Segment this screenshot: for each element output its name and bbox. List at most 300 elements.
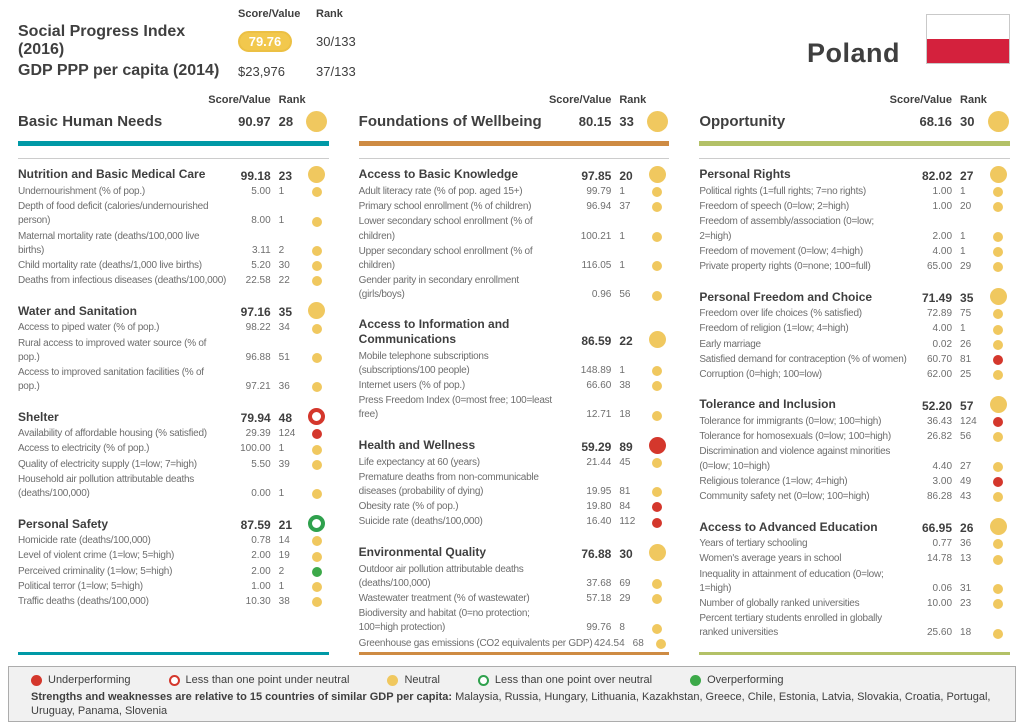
indicator-value: 86.28 — [926, 491, 953, 502]
indicator-rank: 1 — [278, 443, 285, 455]
indicator-status — [305, 536, 329, 548]
indicator-label: Greenhouse gas emissions (CO2 equivalents per GDP) — [358, 637, 593, 649]
section-score: 79.94 — [240, 411, 271, 426]
indicator-rank: 43 — [960, 491, 972, 502]
indicator-value: 1.00 — [932, 186, 953, 197]
indicator-row — [18, 549, 329, 563]
indicator-rank: 25 — [960, 368, 972, 380]
indicator-status — [986, 599, 1010, 611]
indicator-value: 99.76 — [586, 622, 612, 634]
indicator-row — [18, 427, 329, 441]
indicator-value: 66.60 — [586, 380, 612, 392]
indicator-value: 0.06 — [932, 582, 953, 594]
indicator-status — [645, 366, 669, 378]
column-headings — [359, 94, 670, 106]
indicator-rank: 56 — [619, 289, 631, 301]
footnote-countries: Malaysia, Russia, Hungary, Lithuania, Kazakhstan, Greece, Chile, Estonia, Latvia, Slovakia, Croatia, Portugal, Uruguay, Panama, Slovenia — [31, 691, 991, 718]
indicator-status-dot-neutral-icon — [312, 582, 322, 592]
indicator-rank: 36 — [278, 381, 290, 393]
dimension-title: Foundations of Wellbeing — [358, 113, 542, 130]
indicator-status — [986, 202, 1010, 214]
indicator-row — [359, 456, 670, 470]
section-rank: 89 — [619, 439, 633, 454]
section-rank: 22 — [619, 333, 633, 348]
indicator-row — [699, 368, 1010, 382]
indicator-status-dot-neutral-icon — [652, 291, 662, 301]
indicator-row — [18, 458, 329, 472]
section-header — [18, 515, 329, 532]
indicator-label: Upper secondary school enrollment (% of children) — [358, 245, 533, 271]
indicator-status-dot-under-icon — [993, 355, 1003, 365]
indicator-status — [986, 325, 1010, 337]
indicator-rank: 1 — [960, 323, 966, 335]
indicator-value: 2.00 — [251, 565, 271, 577]
indicator-status — [645, 232, 669, 244]
indicator-value: 0.00 — [251, 488, 271, 499]
indicator-label: Corruption (0=high; 100=low) — [699, 368, 822, 380]
indicator-label: Community safety net (0=low; 100=high) — [699, 491, 870, 502]
indicator-value: 60.70 — [926, 353, 953, 365]
indicator-status — [305, 597, 329, 609]
section-score: 87.59 — [240, 518, 271, 533]
indicator-status-dot-neutral-icon — [312, 445, 322, 455]
rank-colhead: Rank — [278, 94, 306, 106]
section-header — [359, 437, 670, 454]
indicator-status — [305, 353, 329, 365]
indicator-rank: 29 — [619, 592, 631, 604]
indicator-row — [18, 200, 329, 228]
indicator-rank: 31 — [960, 582, 972, 594]
indicator-row — [359, 245, 670, 273]
indicator-status-dot-over-icon — [312, 567, 322, 577]
section-score: 99.18 — [240, 169, 271, 183]
indicator-rank: 75 — [960, 308, 972, 320]
section-header — [359, 317, 670, 348]
indicator-label: Availability of affordable housing (% satisfied) — [18, 428, 207, 440]
indicator-row — [359, 637, 670, 651]
indicator-status — [645, 458, 669, 470]
indicator-rank: 1 — [619, 186, 625, 197]
indicator-rank: 26 — [960, 338, 972, 350]
indicator-status — [986, 355, 1010, 367]
indicator-rank: 51 — [278, 351, 290, 363]
indicator-row — [359, 394, 670, 422]
indicator-row — [699, 338, 1010, 352]
footer-rule-foundations-of-wellbeing — [359, 652, 670, 655]
section-rank: 21 — [278, 518, 293, 533]
section-rank: 57 — [960, 399, 974, 414]
indicator-label: Years of tertiary schooling — [699, 538, 808, 550]
indicator-row — [699, 415, 1010, 429]
country-name: Poland — [806, 38, 900, 68]
indicator-status — [652, 639, 670, 651]
indicator-value: 12.71 — [586, 409, 612, 421]
indicator-value: 19.95 — [586, 486, 612, 497]
indicator-value: 10.00 — [926, 597, 953, 609]
indicator-status — [986, 477, 1010, 489]
indicator-status-dot-neutral-icon — [312, 353, 322, 363]
indicator-status — [986, 340, 1010, 352]
section-score: 76.88 — [581, 546, 612, 561]
indicator-rank: 1 — [960, 186, 966, 197]
section-rank: 27 — [960, 169, 974, 183]
section-score: 52.20 — [921, 399, 953, 414]
indicator-status-dot-neutral-icon — [993, 432, 1003, 442]
legend-dot-neutral-icon — [387, 675, 398, 686]
indicator-value: 57.18 — [586, 592, 612, 604]
indicator-value: 0.96 — [591, 289, 612, 301]
indicator-row — [18, 442, 329, 456]
dimension-rank: 28 — [278, 114, 294, 129]
indicator-label: Discrimination and violence against minorities (0=low; 10=high) — [699, 446, 891, 472]
legend-item-neutral — [387, 674, 439, 686]
indicator-row — [699, 612, 1010, 640]
indicator-status-dot-neutral-icon — [652, 232, 662, 242]
section-status-dot-neutral-icon — [990, 396, 1007, 413]
indicator-status-dot-neutral-icon — [652, 487, 662, 497]
indicator-status-dot-neutral-icon — [993, 370, 1003, 380]
indicator-status-dot-neutral-icon — [652, 202, 662, 212]
indicator-value: 3.00 — [932, 475, 953, 487]
dimension-status-dot-neutral-icon — [647, 111, 668, 132]
indicator-status-dot-neutral-icon — [993, 555, 1003, 565]
indicator-label: Press Freedom Index (0=most free; 100=least free) — [358, 395, 552, 421]
indicator-label: Life expectancy at 60 (years) — [358, 456, 480, 468]
indicator-status-dot-neutral-icon — [993, 340, 1003, 350]
section-status — [645, 437, 669, 454]
indicator-label: Premature deaths from non-communicable diseases (probability of dying) — [358, 471, 539, 497]
indicator-status — [305, 217, 329, 229]
indicator-value: 26.82 — [926, 431, 953, 443]
indicator-status — [305, 489, 329, 501]
indicator-rank: 29 — [960, 260, 972, 272]
indicator-label: Satisfied demand for contraception (% of women) — [699, 353, 907, 365]
section-rank: 23 — [278, 169, 293, 183]
dimension-rank: 33 — [619, 114, 634, 129]
indicator-row — [18, 321, 329, 335]
indicator-label: Homicide rate (deaths/100,000) — [18, 535, 151, 547]
indicator-label: Religious tolerance (1=low; 4=high) — [699, 475, 848, 487]
indicator-rank: 1 — [619, 259, 625, 271]
indicator-status-dot-neutral-icon — [652, 366, 662, 376]
indicator-status — [305, 382, 329, 394]
indicator-rank: 22 — [278, 275, 290, 287]
legend-label: Less than one point over neutral — [494, 674, 653, 686]
indicator-status-dot-neutral-icon — [312, 187, 322, 197]
indicator-row — [18, 259, 329, 273]
legend-dot-over1-icon — [478, 675, 489, 686]
dimension-column-foundations-of-wellbeing — [359, 94, 670, 651]
indicator-label: Number of globally ranked universities — [699, 597, 860, 609]
indicator-status — [305, 246, 329, 258]
indicator-status — [986, 247, 1010, 259]
legend-row — [9, 667, 1015, 686]
section-header — [699, 288, 1010, 305]
indicator-row — [18, 534, 329, 548]
indicator-label: Women's average years in school — [699, 553, 842, 565]
indicator-rank: 2 — [278, 565, 285, 577]
indicator-status — [986, 187, 1010, 199]
indicator-rank: 1 — [619, 230, 625, 242]
indicator-row — [359, 471, 670, 499]
indicator-label: Undernourishment (% of pop.) — [18, 186, 145, 197]
indicator-label: Inequality in attainment of education (0=low; 1=high) — [699, 568, 884, 594]
section-status — [986, 166, 1010, 183]
section-status — [986, 518, 1010, 535]
indicator-status-dot-neutral-icon — [993, 539, 1003, 549]
legend-label: Overperforming — [707, 674, 784, 686]
indicator-row — [699, 185, 1010, 199]
indicator-value: 3.11 — [251, 244, 271, 256]
dimension-accent-rule — [699, 141, 1010, 146]
indicator-label: Freedom of movement (0=low; 4=high) — [699, 245, 863, 257]
indicator-label: Freedom of assembly/association (0=low; 2=high) — [699, 216, 874, 242]
footnote — [9, 686, 1015, 719]
indicator-status — [645, 594, 669, 606]
legend-label: Underperforming — [48, 674, 131, 686]
indicator-label: Suicide rate (deaths/100,000) — [358, 516, 483, 528]
section-status-dot-neutral-icon — [649, 544, 666, 561]
section-score: 59.29 — [581, 439, 612, 454]
indicator-value: 1.00 — [251, 580, 271, 592]
indicator-value: 16.40 — [586, 516, 612, 528]
dimension-column-opportunity — [699, 94, 1010, 651]
indicator-status-dot-under-icon — [993, 477, 1003, 487]
indicator-row — [359, 200, 670, 214]
indicator-label: Access to improved sanitation facilities (% of pop.) — [18, 366, 204, 393]
section-score: 97.16 — [240, 305, 271, 320]
section-status-dot-neutral-icon — [990, 166, 1007, 183]
indicator-rank: 23 — [960, 597, 972, 609]
indicator-label: Child mortality rate (deaths/1,000 live births) — [18, 259, 202, 271]
section-title: Nutrition and Basic Medical Care — [18, 167, 206, 182]
indicator-status — [645, 518, 669, 530]
section-water-and-sanitation — [18, 302, 329, 394]
legend-item-less-than-one-point-over-neutral — [478, 674, 652, 686]
section-status — [305, 515, 329, 532]
section-header — [359, 166, 670, 183]
spi-rank: 30/133 — [316, 33, 356, 49]
indicator-row — [699, 537, 1010, 551]
indicator-row — [359, 379, 670, 393]
indicator-label: Deaths from infectious diseases (deaths/100,000) — [18, 275, 227, 287]
section-status-dot-neutral-icon — [649, 331, 666, 348]
gdp-value: $23,976 — [238, 63, 285, 79]
indicator-status-dot-under-icon — [312, 429, 322, 439]
indicator-status-dot-neutral-icon — [993, 629, 1003, 639]
indicator-label: Gender parity in secondary enrollment (girls/boys) — [358, 275, 519, 301]
section-status-dot-neutral-icon — [990, 518, 1007, 535]
indicator-row — [359, 185, 670, 199]
indicator-rank: 81 — [960, 353, 972, 365]
dimension-header — [359, 111, 670, 132]
section-status-dot-over1-icon — [308, 515, 325, 532]
indicator-rank: 1 — [278, 580, 285, 592]
indicator-status-dot-neutral-icon — [312, 382, 322, 392]
dimension-status — [645, 111, 669, 132]
indicator-status-dot-neutral-icon — [993, 202, 1003, 212]
section-header — [359, 544, 670, 561]
indicator-value: 148.89 — [580, 364, 612, 376]
indicator-status-dot-neutral-icon — [993, 187, 1003, 197]
section-rank: 35 — [960, 291, 974, 306]
gdp-label: GDP PPP per capita (2014) — [18, 62, 220, 79]
section-score: 71.49 — [921, 291, 953, 306]
indicator-status — [986, 462, 1010, 474]
indicator-row — [699, 490, 1010, 504]
indicator-status-dot-under-icon — [993, 417, 1003, 427]
section-status — [305, 302, 329, 319]
section-status-dot-under-icon — [649, 437, 666, 454]
section-access-to-basic-knowledge — [359, 158, 670, 303]
indicator-rank: 36 — [960, 538, 972, 550]
dimension-status-dot-neutral-icon — [306, 111, 327, 132]
indicator-status — [645, 187, 669, 199]
indicator-status-dot-neutral-icon — [652, 579, 662, 589]
indicator-status — [645, 202, 669, 214]
indicator-status-dot-neutral-icon — [993, 584, 1003, 594]
indicator-status-dot-neutral-icon — [312, 261, 322, 271]
indicator-row — [18, 185, 329, 199]
footer-rule-basic-human-needs — [18, 652, 329, 655]
indicator-label: Access to piped water (% of pop.) — [18, 322, 160, 334]
indicator-label: Freedom of speech (0=low; 2=high) — [699, 201, 849, 213]
indicator-row — [18, 337, 329, 365]
section-header — [699, 166, 1010, 183]
section-status-dot-neutral-icon — [308, 302, 325, 319]
indicator-value: 97.21 — [245, 381, 271, 393]
indicator-rank: 38 — [278, 595, 290, 607]
indicator-status-dot-neutral-icon — [656, 639, 666, 649]
indicator-label: Obesity rate (% of pop.) — [358, 501, 459, 513]
indicator-label: Freedom over life choices (% satisfied) — [699, 308, 862, 320]
section-score: 82.02 — [921, 169, 953, 183]
indicator-label: Access to electricity (% of pop.) — [18, 443, 150, 455]
indicator-status — [986, 492, 1010, 504]
section-header — [18, 302, 329, 319]
indicator-status-dot-neutral-icon — [312, 489, 322, 499]
indicator-rank: 69 — [619, 577, 631, 589]
indicator-value: 99.79 — [586, 186, 612, 197]
indicator-value: 2.00 — [932, 230, 953, 242]
section-header — [18, 166, 329, 183]
indicator-label: Freedom of religion (1=low; 4=high) — [699, 323, 849, 335]
indicator-status-dot-neutral-icon — [993, 325, 1003, 335]
section-score: 66.95 — [921, 521, 953, 536]
indicator-label: Household air pollution attributable deaths (deaths/100,000) — [18, 473, 195, 499]
indicator-value: 100.00 — [240, 443, 271, 455]
indicator-value: 116.05 — [581, 259, 612, 271]
indicator-value: 25.60 — [926, 627, 953, 639]
indicator-rank: 124 — [278, 428, 296, 440]
poland-flag-icon — [926, 14, 1010, 64]
indicator-label: Tolerance for homosexuals (0=low; 100=high) — [699, 431, 891, 443]
section-title: Personal Rights — [699, 167, 791, 182]
indicator-status-dot-neutral-icon — [652, 411, 662, 421]
indicator-label: Early marriage — [699, 338, 761, 350]
indicator-row — [359, 515, 670, 529]
footnote-bold: Strengths and weaknesses are relative to 15 countries of similar GDP per capita: — [31, 691, 453, 703]
score-value-colhead: Score/Value — [208, 94, 271, 106]
indicator-rank: 1 — [278, 488, 285, 499]
indicator-status-dot-neutral-icon — [993, 309, 1003, 319]
indicator-label: Maternal mortality rate (deaths/100,000 live births) — [18, 230, 200, 256]
indicator-status — [986, 539, 1010, 551]
indicator-status-dot-under-icon — [652, 502, 662, 512]
indicator-status — [305, 582, 329, 594]
indicator-status-dot-under-icon — [652, 518, 662, 528]
dimension-status — [986, 111, 1010, 132]
indicator-row — [18, 230, 329, 258]
section-nutrition-and-basic-medical-care — [18, 158, 329, 288]
legend-dot-under-icon — [31, 675, 42, 686]
indicator-value: 2.00 — [251, 550, 271, 562]
indicator-status-dot-neutral-icon — [312, 536, 322, 546]
spi-label: Social Progress Index (2016) — [18, 23, 186, 58]
indicator-status — [305, 261, 329, 273]
section-title: Shelter — [18, 409, 59, 424]
section-rank: 48 — [278, 411, 293, 426]
spi-score-cell — [238, 31, 310, 52]
legend-box — [8, 666, 1016, 722]
indicator-status — [305, 567, 329, 579]
indicator-label: Mobile telephone subscriptions (subscriptions/100 people) — [358, 350, 489, 376]
indicator-row — [699, 245, 1010, 259]
indicator-row — [359, 592, 670, 606]
indicator-rank: 37 — [619, 201, 631, 213]
indicator-status-dot-neutral-icon — [312, 460, 322, 470]
indicator-label: Political terror (1=low; 5=high) — [18, 580, 143, 592]
indicator-value: 1.00 — [932, 201, 953, 213]
indicator-status — [986, 262, 1010, 274]
section-access-to-information-and-communications — [359, 317, 670, 423]
indicator-rank: 112 — [619, 516, 636, 528]
indicator-row — [18, 473, 329, 501]
indicator-row — [699, 597, 1010, 611]
indicator-value: 10.30 — [245, 595, 271, 607]
indicator-label: Level of violent crime (1=low; 5=high) — [18, 550, 175, 562]
spi-summary-table — [18, 8, 378, 80]
indicator-rank: 8 — [619, 622, 625, 634]
indicator-label: Quality of electricity supply (1=low; 7=high) — [18, 458, 197, 470]
indicator-rank: 124 — [960, 416, 977, 428]
flag-red-stripe — [927, 39, 1009, 63]
indicator-status-dot-neutral-icon — [312, 324, 322, 334]
dimension-title: Basic Human Needs — [18, 113, 163, 130]
legend-label: Neutral — [404, 674, 440, 686]
indicator-value: 96.88 — [245, 351, 271, 363]
indicator-status — [645, 411, 669, 423]
indicator-value: 8.00 — [251, 215, 271, 227]
indicator-label: Rural access to improved water source (% of pop.) — [18, 337, 207, 363]
indicator-status-dot-neutral-icon — [312, 217, 322, 227]
section-environmental-quality — [359, 544, 670, 651]
section-title: Access to Information and Communications — [358, 316, 510, 347]
indicator-status — [305, 324, 329, 336]
indicator-rank: 68 — [632, 637, 644, 649]
indicator-status — [986, 232, 1010, 244]
section-title: Water and Sanitation — [18, 303, 137, 318]
indicator-status-dot-neutral-icon — [312, 597, 322, 607]
indicator-status — [986, 432, 1010, 444]
indicator-row — [699, 307, 1010, 321]
indicator-status — [305, 276, 329, 288]
indicator-status-dot-neutral-icon — [993, 462, 1003, 472]
section-status-dot-neutral-icon — [308, 166, 325, 183]
indicator-value: 5.20 — [251, 259, 271, 271]
indicator-status — [645, 381, 669, 393]
section-rank: 35 — [278, 305, 293, 320]
